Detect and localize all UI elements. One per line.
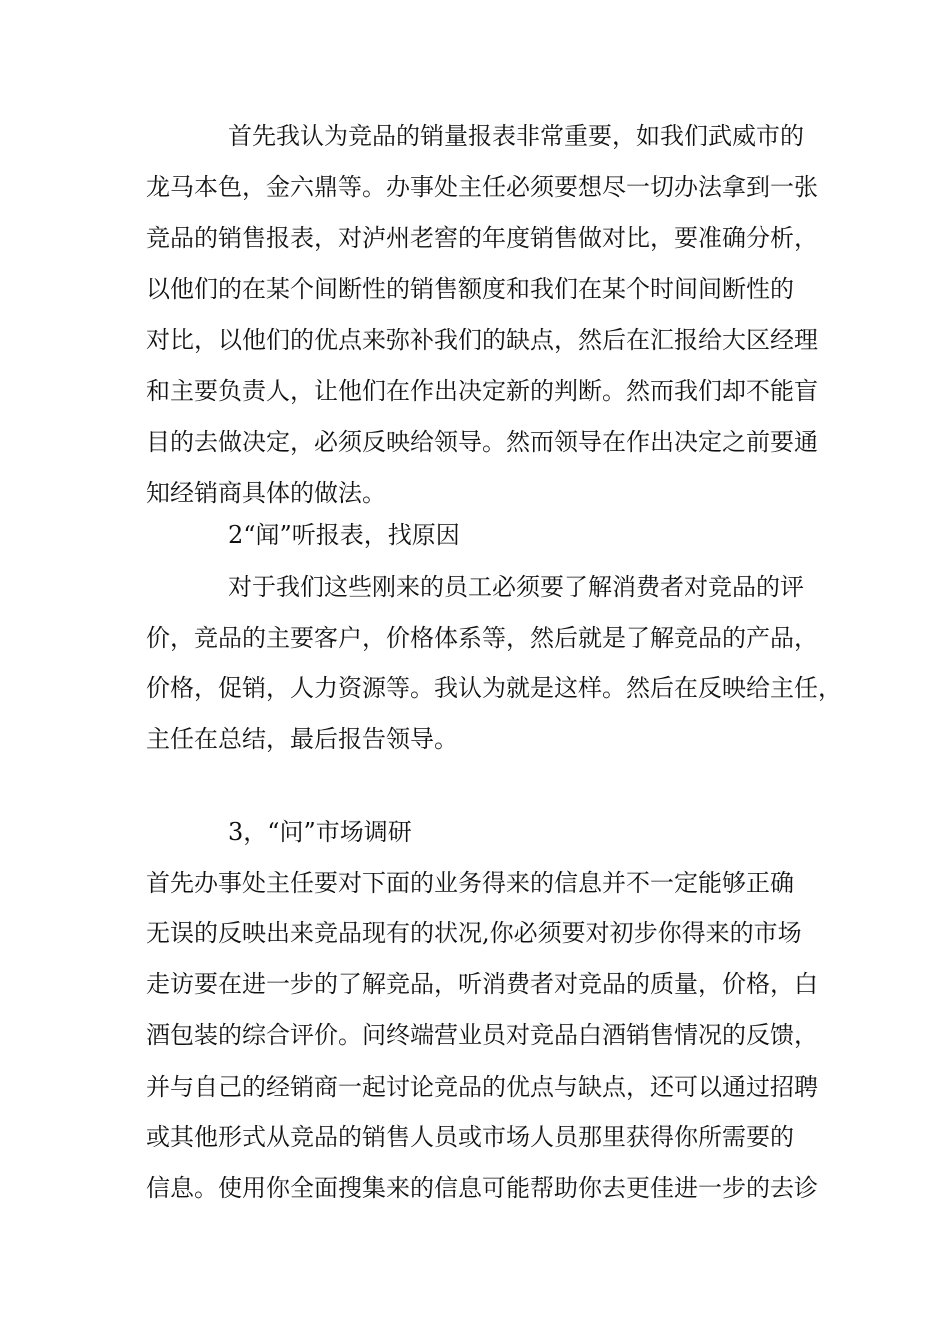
paragraph-line: 并与自己的经销商一起讨论竞品的优点与缺点，还可以通过招聘 — [146, 1073, 818, 1101]
paragraph-line: 首先我认为竞品的销量报表非常重要，如我们武威市的 — [228, 122, 804, 150]
paragraph-line: 知经销商具体的做法。 — [146, 479, 386, 507]
paragraph-line: 信息。使用你全面搜集来的信息可能帮助你去更佳进一步的去诊 — [146, 1174, 818, 1202]
paragraph-line: 目的去做决定，必须反映给领导。然而领导在作出决定之前要通 — [146, 428, 818, 456]
paragraph-line: 以他们的在某个间断性的销售额度和我们在某个时间间断性的 — [146, 275, 794, 303]
paragraph-line: 首先办事处主任要对下面的业务得来的信息并不一定能够正确 — [146, 869, 794, 897]
paragraph-line: 对于我们这些刚来的员工必须要了解消费者对竞品的评 — [228, 573, 804, 601]
paragraph-line: 价格，促销，人力资源等。我认为就是这样。然后在反映给主任， — [146, 674, 842, 702]
paragraph-line: 和主要负责人，让他们在作出决定新的判断。然而我们却不能盲 — [146, 377, 818, 405]
paragraph-line: 竞品的销售报表，对泸州老窖的年度销售做对比，要准确分析， — [146, 224, 818, 252]
paragraph-line: 走访要在进一步的了解竞品，听消费者对竞品的质量，价格，白 — [146, 970, 818, 998]
section-heading: 3，“问”市场调研 — [228, 818, 412, 846]
paragraph-line: 龙马本色，金六鼎等。办事处主任必须要想尽一切办法拿到一张 — [146, 173, 818, 201]
paragraph-line: 酒包装的综合评价。问终端营业员对竞品白酒销售情况的反馈， — [146, 1021, 818, 1049]
paragraph-line: 价，竞品的主要客户，价格体系等，然后就是了解竞品的产品， — [146, 624, 818, 652]
paragraph-line: 无误的反映出来竞品现有的状况,你必须要对初步你得来的市场 — [146, 919, 802, 947]
paragraph-line: 主任在总结，最后报告领导。 — [146, 725, 458, 753]
section-heading: 2“闻”听报表，找原因 — [228, 521, 460, 549]
paragraph-line: 对比，以他们的优点来弥补我们的缺点，然后在汇报给大区经理 — [146, 326, 818, 354]
paragraph-line: 或其他形式从竞品的销售人员或市场人员那里获得你所需要的 — [146, 1123, 794, 1151]
